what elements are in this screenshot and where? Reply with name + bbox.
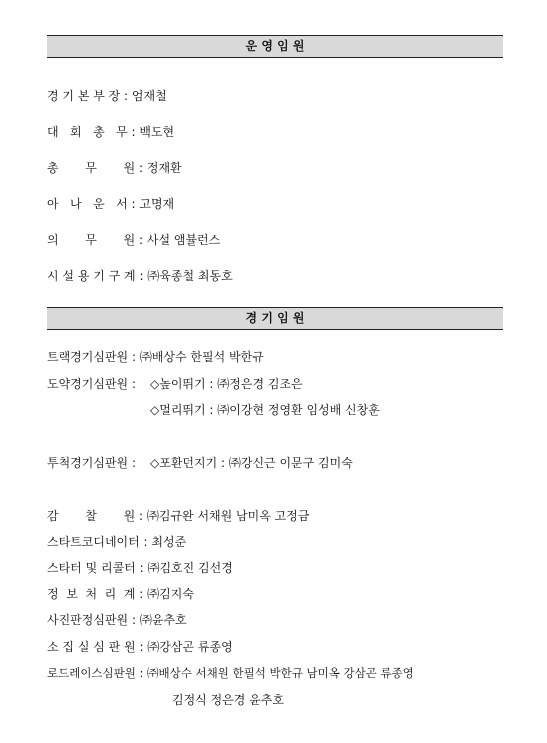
official-row-long-jump: ◇멀리뛰기 : ㈜이강현 정영환 임성배 신창훈 — [150, 403, 380, 417]
staff-row: 아 나 운 서 : 고명재 — [47, 197, 175, 211]
staff-row: 시 설 용 기 구 계 : ㈜육종철 최동호 — [47, 269, 233, 283]
official-row-road-race-continued: 김정식 정은경 윤추호 — [172, 693, 284, 707]
staff-row: 의 무 원 : 사설 앰뷸런스 — [47, 233, 221, 247]
official-row-track: 트랙경기심판원 : ㈜배상수 한필석 박한규 — [47, 350, 264, 364]
staff-row: 경 기 본 부 장 : 엄재철 — [47, 89, 167, 103]
official-row: 스타트코디네이터 : 최성준 — [47, 535, 187, 549]
official-row: 소 집 실 심 판 원 : ㈜강삼곤 류종영 — [47, 640, 233, 654]
official-row: 스타터 및 리콜터 : ㈜김호진 김선경 — [47, 561, 233, 575]
official-label-throw: 투척경기심판원 : — [47, 456, 137, 470]
official-label-jump: 도약경기심판원 : — [47, 377, 137, 391]
official-row: 감 찰 원 : ㈜김규완 서채원 남미옥 고정금 — [47, 509, 310, 523]
official-row-high-jump: ◇높이뛰기 : ㈜정은경 김조은 — [150, 377, 303, 391]
section-header-operations: 운 영 임 원 — [47, 35, 503, 58]
official-row-shot-put: ◇포환던지기 : ㈜강신근 이문구 김미숙 — [150, 456, 353, 470]
official-row: 정 보 처 리 계 : ㈜김지숙 — [47, 587, 194, 601]
official-row-road-race: 로드레이스심판원 : ㈜배상수 서채원 한필석 박한규 남미옥 강삼곤 류종영 — [47, 666, 414, 680]
staff-row: 총 무 원 : 정재환 — [47, 161, 182, 175]
staff-row: 대 회 총 무 : 백도현 — [47, 125, 175, 139]
section-header-officials: 경 기 임 원 — [47, 307, 503, 330]
official-row: 사진판정심판원 : ㈜윤추호 — [47, 613, 187, 627]
